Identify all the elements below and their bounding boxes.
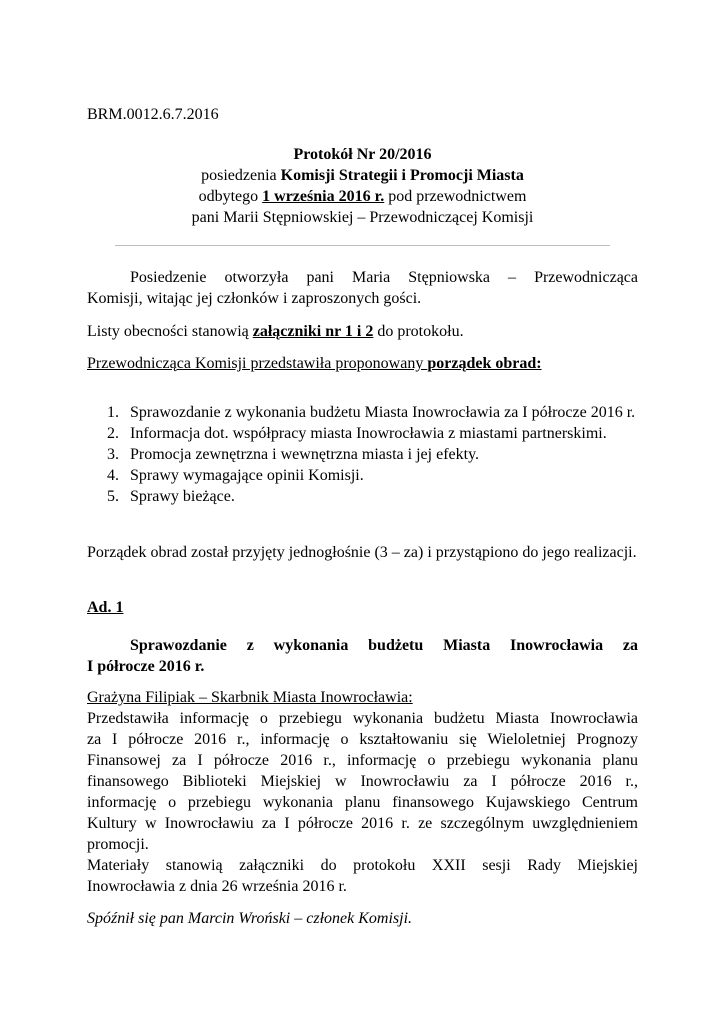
agenda-list [107, 402, 638, 507]
ad1-section-title: Sprawozdanie z wykonania budżetu Miasta Inowrocławia za I półrocze 2016 r. [87, 637, 638, 675]
ad1-body: Przedstawiła informację o przebiegu wykonania budżetu Miasta Inowrocławia za I półrocze 2016 r., informację o kształtowaniu się Wieloletniej Prognozy Finansowej za I półrocze 2016 r., informację o przebiegu wykonania planu finansowego Biblioteki Miejskiej w Inowrocławiu za I półrocze 2016 r., informację o przebiegu wykonania planu finansowego Kujawskiego Centrum Kultury w Inowrocławiu za I półrocze 2016 r. ze szczególnym uwzględnieniem promocji. Materiały stanowią załączniki do protokołu XXII sesji Rady Miejskiej Inowrocławia z dnia 26 września 2016 r. [87, 710, 638, 895]
protocol-date-line: odbytego 1 września 2016 r. pod przewodnictwem [198, 188, 527, 205]
agenda-item: 2. Informacja dot. współpracy miasta Inowrocławia z miastami partnerskimi. [107, 425, 607, 442]
agenda-item: 4. Sprawy wymagające opinii Komisji. [107, 467, 364, 484]
protocol-header [87, 144, 638, 228]
opening-paragraph: Posiedzenie otworzyła pani Maria Stępniowska – Przewodnicząca Komisji, witając jej członków i zaproszonych gości. [87, 269, 638, 307]
chairperson-line: pani Marii Stępniowskiej – Przewodniczącej Komisji [191, 209, 534, 226]
meeting-date: 1 września 2016 r. [262, 188, 385, 205]
agenda-item: 1. Sprawozdanie z wykonania budżetu Miasta Inowrocławia za I półrocze 2016 r. [107, 404, 636, 421]
ad1-label: Ad. 1 [87, 599, 124, 616]
attendance-line: Listy obecności stanowią załączniki nr 1 i 2 do protokołu. [87, 323, 464, 340]
agenda-accepted-paragraph: Porządek obrad został przyjęty jednogłośnie (3 – za) i przystąpiono do jego realizacji. [87, 544, 637, 561]
protocol-subtitle: posiedzenia Komisji Strategii i Promocji Miasta [201, 167, 524, 184]
committee-name: Komisji Strategii i Promocji Miasta [280, 167, 524, 184]
agenda-item: 5. Sprawy bieżące. [107, 488, 235, 505]
agenda-item: 3. Promocja zewnętrzna i wewnętrzna miasta i jej efekty. [107, 446, 480, 463]
late-arrival-note: Spóźnił się pan Marcin Wroński – członek Komisji. [87, 910, 413, 927]
agenda-intro: Przewodnicząca Komisji przedstawiła proponowany porządek obrad: [87, 355, 542, 372]
document-reference: BRM.0012.6.7.2016 [87, 106, 219, 123]
attachments-reference: załączniki nr 1 i 2 [252, 323, 374, 340]
header-divider [115, 245, 610, 246]
speaker-name: Grażyna Filipiak – Skarbnik Miasta Inowrocławia: [87, 689, 413, 706]
protocol-title: Protokół Nr 20/2016 [293, 146, 432, 163]
